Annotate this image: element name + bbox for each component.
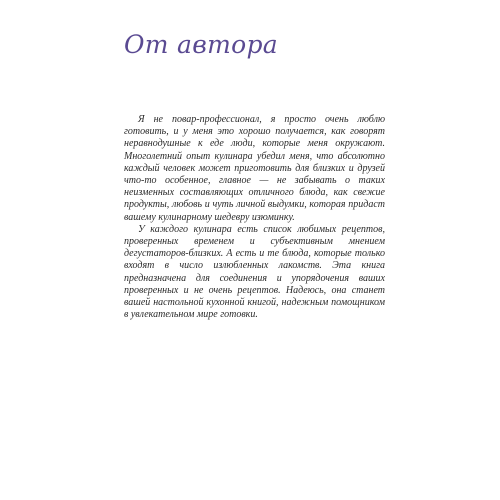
- paragraph-2: У каждого кулинара есть список любимых рецептов, проверенных временем и субъективным мнением дегустаторов-близких. А есть и те блюда, которые только входят в число излюбленных лакомств. Эта книга предназначена для соединения и упорядочения ваших проверенных и не очень рецептов. Надеюсь, она станет вашей настольной кухонной книгой, надежным помощником в увлекательном мире готовки.: [124, 223, 385, 321]
- page-title: От автора: [124, 30, 278, 59]
- paragraph-1: Я не повар-профессионал, я просто очень люблю готовить, и у меня это хорошо получается, как говорят неравнодушные к еде люди, которые меня окружают. Многолетний опыт кулинара убедил меня, что абсолютно каждый человек может приготовить для близких и друзей что-то особенное, главное — не забывать о таких неизменных составляющих отличного блюда, как свежие продукты, любовь и чуть личной выдумки, которая придаст вашему кулинарному шедевру изюминку.: [124, 114, 385, 223]
- body-text: [124, 114, 385, 321]
